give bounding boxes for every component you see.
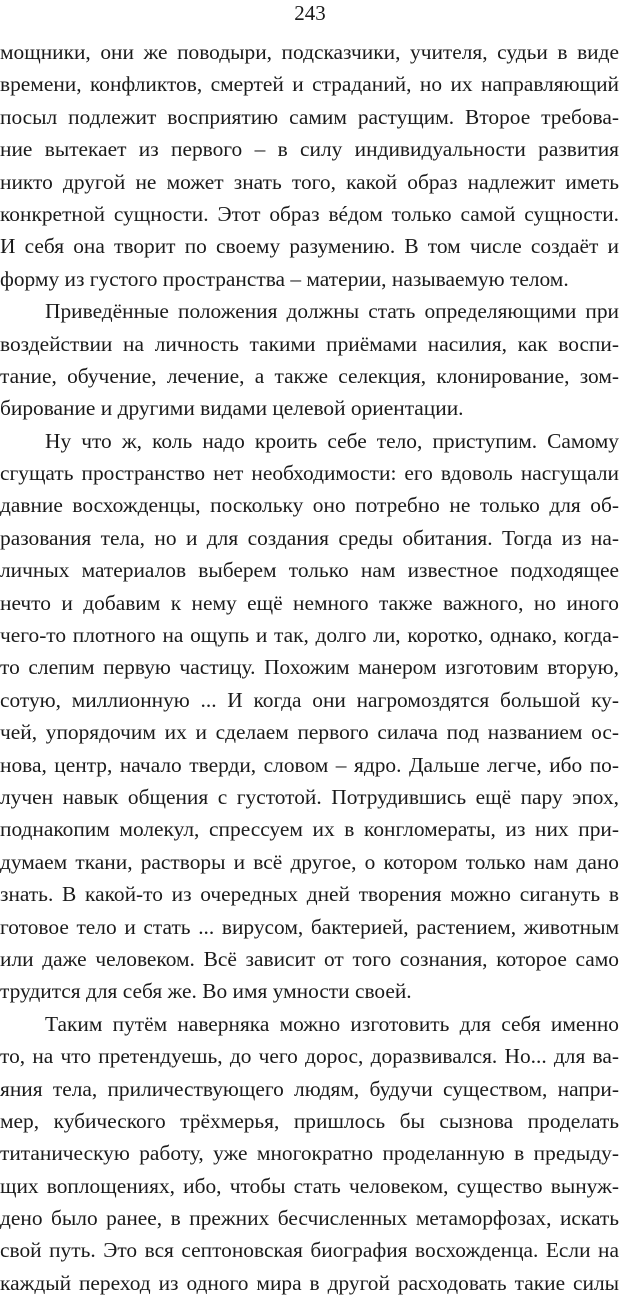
text-line: времени, конфликтов, смертей и страданий, но их направляющий xyxy=(0,72,619,97)
text-line: бирование и другими видами целевой ориентации. xyxy=(0,396,464,421)
text-line: конкретной сущности. Этот образ вéдом только самой сущности. xyxy=(0,201,619,226)
text-line: свой путь. Это вся септоновская биография восхожденца. Если на xyxy=(0,1238,619,1263)
text-line: поднакопим молекул, спрессуем их в конгломераты, из них при- xyxy=(0,817,619,842)
page-number: 243 xyxy=(294,1,326,25)
text-line: готовое тело и стать ... вирусом, бактерией, растением, животным xyxy=(0,914,619,939)
text-line: трудится для себя же. Во имя умности своей. xyxy=(0,979,412,1004)
text-line: дено было ранее, в прежних бесчисленных метаморфозах, искать xyxy=(0,1206,619,1231)
text-line: сгущать пространство нет необходимости: его вдоволь насгущали xyxy=(0,461,619,486)
text-line: нечто и добавим к нему ещё немного также важного, но иного xyxy=(0,590,619,615)
text-line: Приведённые положения должны стать определяющими при xyxy=(45,299,619,324)
text-line: мер, кубического трёхмерья, пришлось бы сызнова проделать xyxy=(0,1108,619,1133)
text-line: форму из густого пространства – материи, называемую телом. xyxy=(0,266,569,291)
text-line: то слепим первую частицу. Похожим манером изготовим вторую, xyxy=(0,655,619,680)
text-line: давние восхожденцы, поскольку оно потребно не только для об- xyxy=(0,493,619,518)
text-line: или даже человеком. Всё зависит от того сознания, которое само xyxy=(0,946,619,971)
text-line: ние вытекает из первого – в силу индивидуальности развития xyxy=(0,137,619,162)
text-line: думаем ткани, растворы и всё другое, о котором только нам дано xyxy=(0,849,619,874)
text-line: титаническую работу, уже многократно проделанную в предыду- xyxy=(0,1141,619,1166)
text-line: лучен навык общения с густотой. Потрудившись ещё пару эпох, xyxy=(0,784,619,809)
text-line: чей, упорядочим их и сделаем первого силача под названием ос- xyxy=(0,720,619,745)
text-line: щих воплощениях, ибо, чтобы стать человеком, существо вынуж- xyxy=(0,1173,619,1198)
text-line: личных материалов выберем только нам известное подходящее xyxy=(0,558,619,583)
text-line: нова, центр, начало тверди, словом – ядро. Дальше легче, ибо по- xyxy=(0,752,619,777)
text-line: яния тела, приличествующего людям, будучи существом, напри- xyxy=(0,1076,619,1101)
text-line: тание, обучение, лечение, а также селекция, клонирование, зом- xyxy=(0,363,619,388)
text-line: посыл подлежит восприятию самим растущим. Второе требова- xyxy=(0,104,619,129)
text-line: никто другой не может знать того, какой образ надлежит иметь xyxy=(0,169,619,194)
text-line: то, на что претендуешь, до чего дорос, доразвивался. Но... для ва- xyxy=(0,1044,619,1069)
text-line: чего-то плотного на ощупь и так, долго ли, коротко, однако, когда- xyxy=(0,623,619,648)
body-text xyxy=(0,36,620,1299)
text-line: знать. В какой-то из очередных дней творения можно сигануть в xyxy=(0,882,619,907)
text-line: И себя она творит по своему разумению. В том числе создаёт и xyxy=(0,234,619,259)
text-line: сотую, миллионную ... И когда они нагромоздятся большой ку- xyxy=(0,687,619,712)
text-line: каждый переход из одного мира в другой расходовать такие силы xyxy=(0,1270,619,1295)
text-line: разования тела, но и для создания среды обитания. Тогда из на- xyxy=(0,525,619,550)
text-line: Ну что ж, коль надо кроить себе тело, приступим. Самому xyxy=(45,428,619,453)
text-line: воздействии на личность такими приёмами насилия, как воспи- xyxy=(0,331,619,356)
text-line: мощники, они же поводыри, подсказчики, учителя, судьи в виде xyxy=(0,40,619,64)
text-line: Таким путём наверняка можно изготовить для себя именно xyxy=(45,1011,619,1036)
